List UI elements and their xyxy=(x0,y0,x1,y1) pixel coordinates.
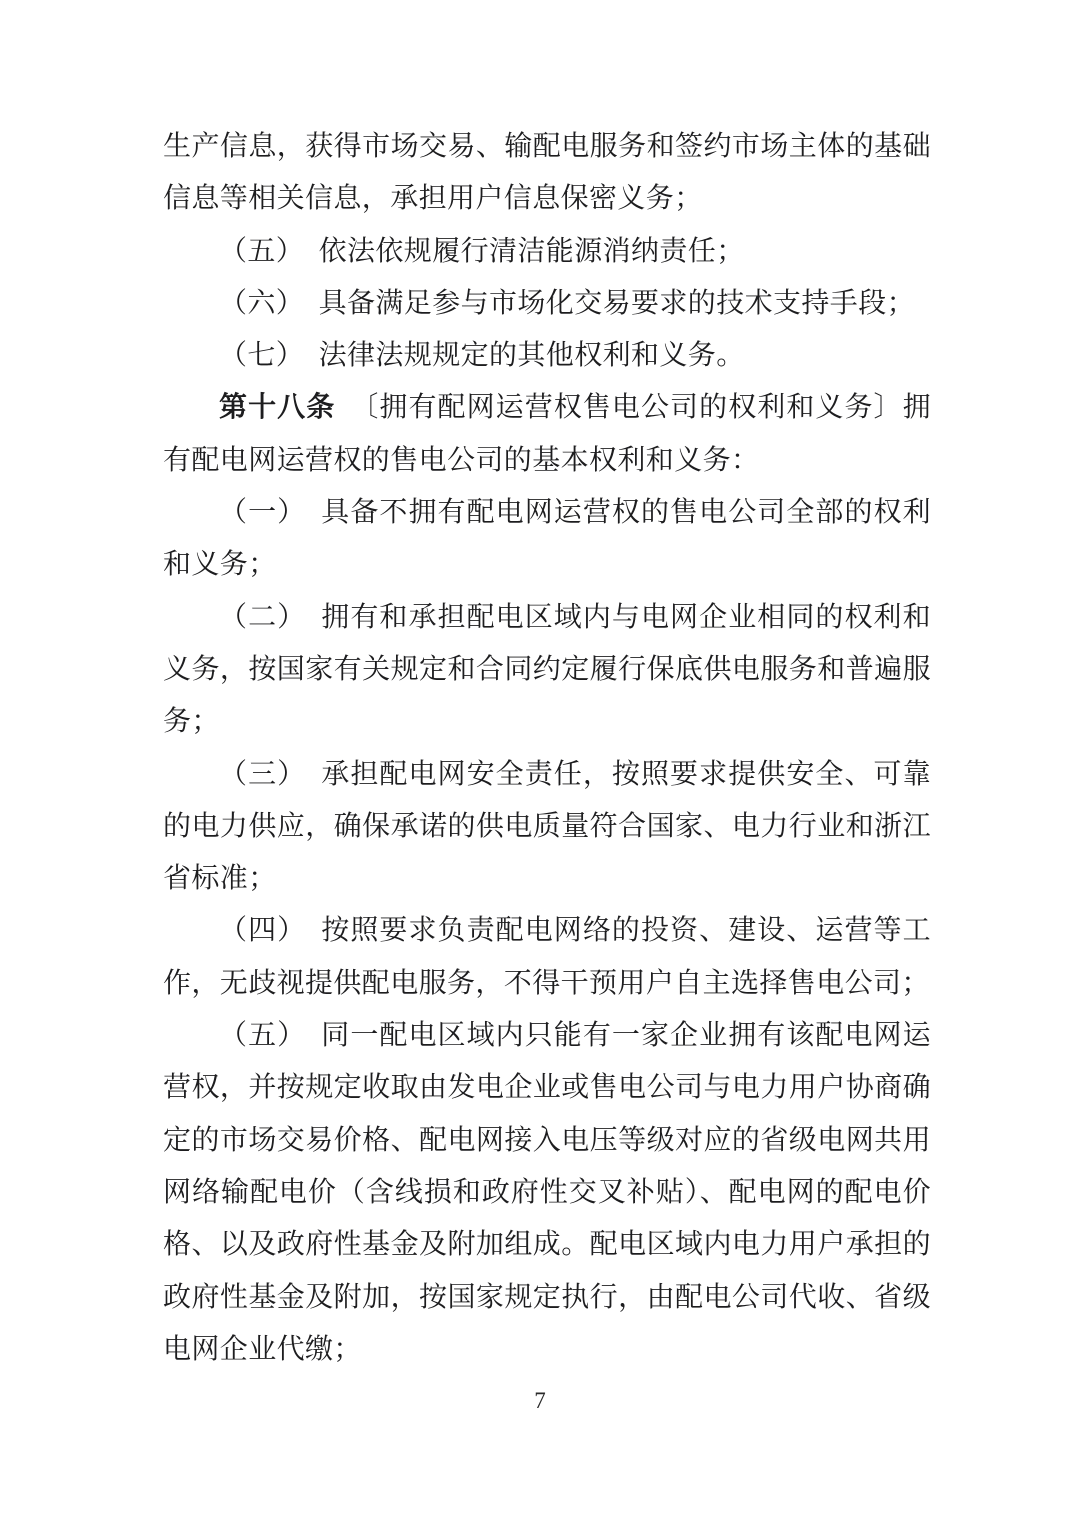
clause-item-6: （六） 具备满足参与市场化交易要求的技术支持手段； xyxy=(219,287,916,319)
clause-item-7: （七） 法律法规规定的其他权利和义务。 xyxy=(219,340,745,372)
clause-item-5a: （五） 依法依规履行清洁能源消纳责任； xyxy=(219,235,745,267)
article-18-title-text: 〔拥有配网运营权售电公司的权利和义务〕拥有配电网运营权的售电公司的基本权利和义务： xyxy=(163,392,931,476)
clause-item-2: （二） 拥有和承担配电区域内与电网企业相同的权利和义务，按国家有关规定和合同约定履行保底供电服务和普遍服务； xyxy=(163,601,931,738)
clause-item-3: （三） 承担配电网安全责任，按照要求提供安全、可靠的电力供应，确保承诺的供电质量符合国家、电力行业和浙江省标准； xyxy=(163,758,931,895)
article-18-paragraph xyxy=(163,382,931,487)
page-number: 7 xyxy=(534,1388,546,1413)
clause-item-4: （四） 按照要求负责配电网络的投资、建设、运营等工作，无歧视提供配电服务，不得干预用户自主选择售电公司； xyxy=(163,915,931,999)
clause-item-1: （一） 具备不拥有配电网运营权的售电公司全部的权利和义务； xyxy=(163,497,931,581)
document-body xyxy=(163,121,931,1376)
paragraph-continuation: 生产信息，获得市场交易、输配电服务和签约市场主体的基础信息等相关信息，承担用户信息保密义务； xyxy=(163,131,931,215)
clause-item-5b: （五） 同一配电区域内只能有一家企业拥有该配电网运营权，并按规定收取由发电企业或售电公司与电力用户协商确定的市场交易价格、配电网接入电压等级对应的省级电网共用网络输配电价（含线损和政府性交叉补贴）、配电网的配电价格、以及政府性基金及附加组成。配电区域内电力用户承担的政府性基金及附加，按国家规定执行，由配电公司代收、省级电网企业代缴； xyxy=(163,1020,931,1365)
article-18-number: 第十八条 xyxy=(219,392,336,424)
